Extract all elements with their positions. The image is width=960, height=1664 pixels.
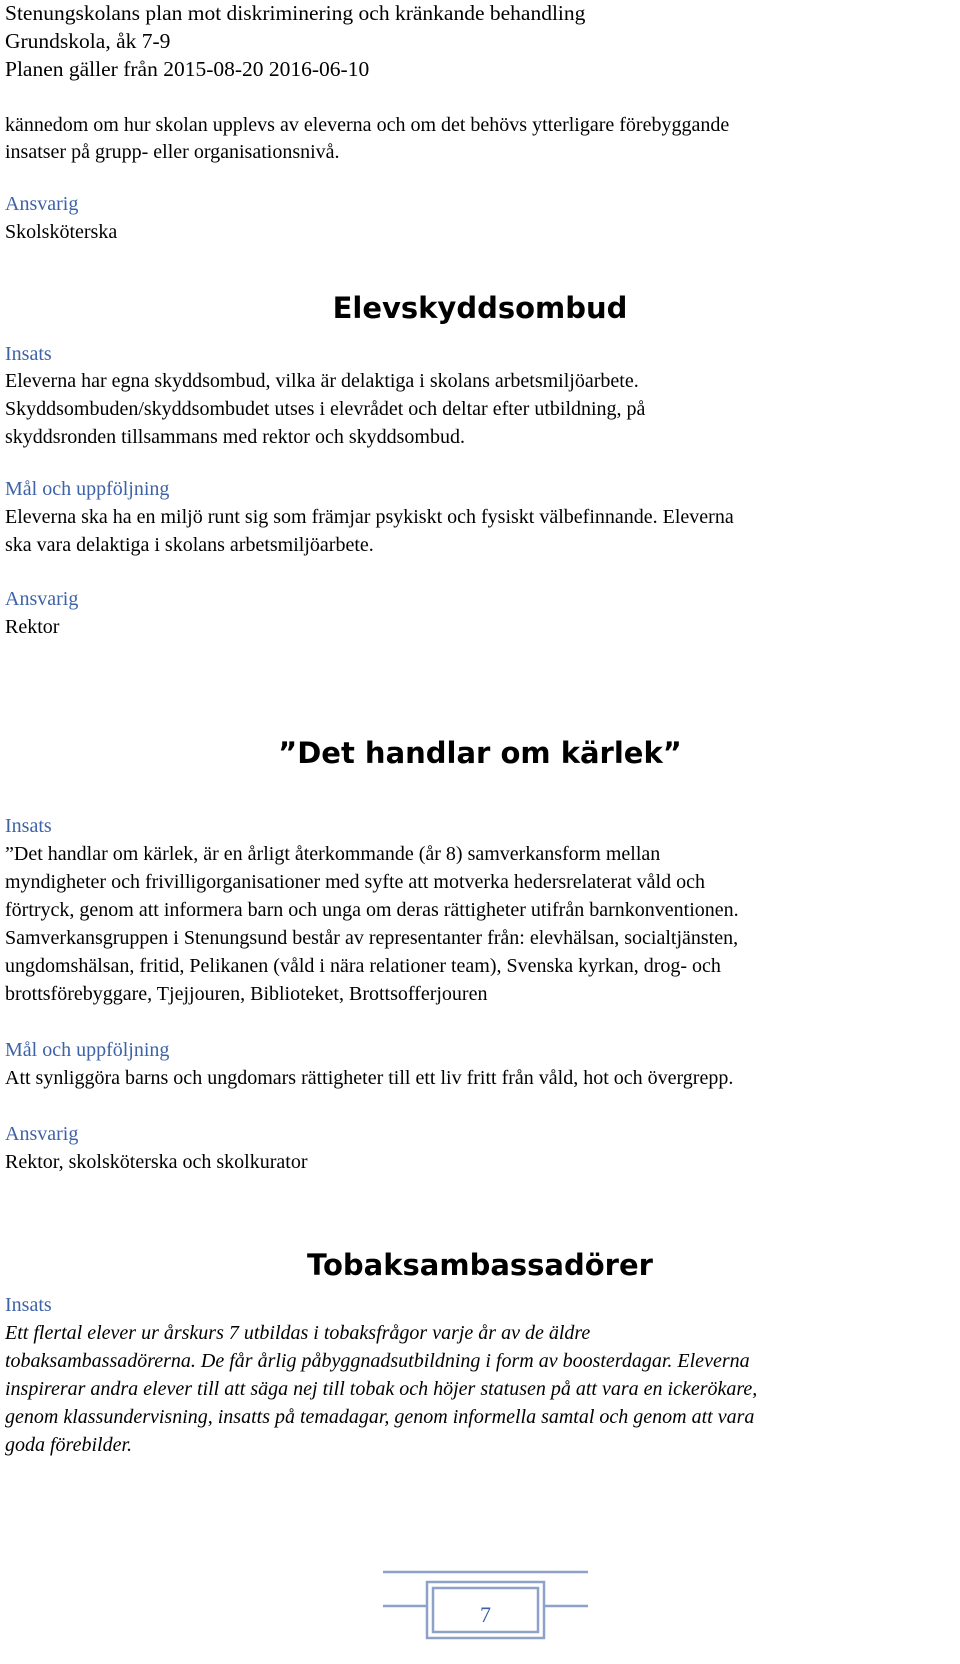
header-school: Grundskola, åk 7-9 — [5, 29, 171, 53]
section2-ansvarig-value: Rektor, skolsköterska och skolkurator — [5, 1151, 308, 1173]
intro-ansvarig-value: Skolsköterska — [5, 221, 118, 243]
section-title-det-handlar-om-karlek: ”Det handlar om kärlek” — [278, 736, 682, 770]
intro-ansvarig-label: Ansvarig — [5, 193, 79, 215]
section1-insats-line1: Eleverna har egna skyddsombud, vilka är delaktiga i skolans arbetsmiljöarbete. — [5, 370, 639, 392]
section2-ansvarig-label: Ansvarig — [5, 1123, 79, 1145]
intro-text-line1: kännedom om hur skolan upplevs av eleverna och om det behövs ytterligare förebyggande — [5, 114, 730, 136]
section2-insats-label: Insats — [5, 815, 52, 837]
section3-insats-line1: Ett flertal elever ur årskurs 7 utbildas i tobaksfrågor varje år av de äldre — [5, 1322, 591, 1344]
section2-insats-line3: förtryck, genom att informera barn och unga om deras rättigheter utifrån barnkonventionen. — [5, 899, 739, 921]
section2-insats-line1: ”Det handlar om kärlek, är en årligt återkommande (år 8) samverkansform mellan — [5, 843, 661, 865]
section1-ansvarig-value: Rektor — [5, 616, 60, 638]
section2-mal-label: Mål och uppföljning — [5, 1039, 170, 1061]
section3-insats-line5: goda förebilder. — [5, 1434, 133, 1456]
page-number-frame — [383, 1570, 588, 1640]
section3-insats-line4: genom klassundervisning, insatts på temadagar, genom informella samtal och genom att vara — [5, 1406, 755, 1428]
section1-insats-line2: Skyddsombuden/skyddsombudet utses i elevrådet och deltar efter utbildning, på — [5, 398, 646, 420]
section2-mal-line1: Att synliggöra barns och ungdomars rättigheter till ett liv fritt från våld, hot och övergrepp. — [5, 1067, 734, 1089]
section-title-elevskyddsombud: Elevskyddsombud — [332, 291, 628, 325]
section1-insats-line3: skyddsronden tillsammans med rektor och skyddsombud. — [5, 426, 465, 448]
section2-insats-line5: ungdomshälsan, fritid, Pelikanen (våld i nära relationer team), Svenska kyrkan, drog- och — [5, 955, 721, 977]
header-period: Planen gäller från 2015-08-20 2016-06-10 — [5, 57, 370, 81]
section2-insats-line4: Samverkansgruppen i Stenungsund består av representanter från: elevhälsan, socialtjänsten, — [5, 927, 739, 949]
section-title-tobaksambassadorer: Tobaksambassadörer — [307, 1248, 653, 1282]
section1-mal-line2: ska vara delaktiga i skolans arbetsmiljöarbete. — [5, 534, 374, 556]
section1-insats-label: Insats — [5, 343, 52, 365]
section1-mal-label: Mål och uppföljning — [5, 478, 170, 500]
page-number: 7 — [480, 1602, 491, 1627]
section3-insats-label: Insats — [5, 1294, 52, 1316]
header-title: Stenungskolans plan mot diskriminering och kränkande behandling — [5, 1, 586, 25]
intro-text-line2: insatser på grupp- eller organisationsnivå. — [5, 141, 340, 163]
section3-insats-line2: tobaksambassadörerna. De får årlig påbyggnadsutbildning i form av boosterdagar. Eleverna — [5, 1350, 750, 1372]
section2-insats-line6: brottsförebyggare, Tjejjouren, Biblioteket, Brottsofferjouren — [5, 983, 488, 1005]
section1-mal-line1: Eleverna ska ha en miljö runt sig som främjar psykiskt och fysiskt välbefinnande. Eleverna — [5, 506, 734, 528]
section2-insats-line2: myndigheter och frivilligorganisationer med syfte att motverka hedersrelaterat våld och — [5, 871, 705, 893]
section3-insats-line3: inspirerar andra elever till att säga nej till tobak och höjer statusen på att vara en ickerökare, — [5, 1378, 758, 1400]
section1-ansvarig-label: Ansvarig — [5, 588, 79, 610]
